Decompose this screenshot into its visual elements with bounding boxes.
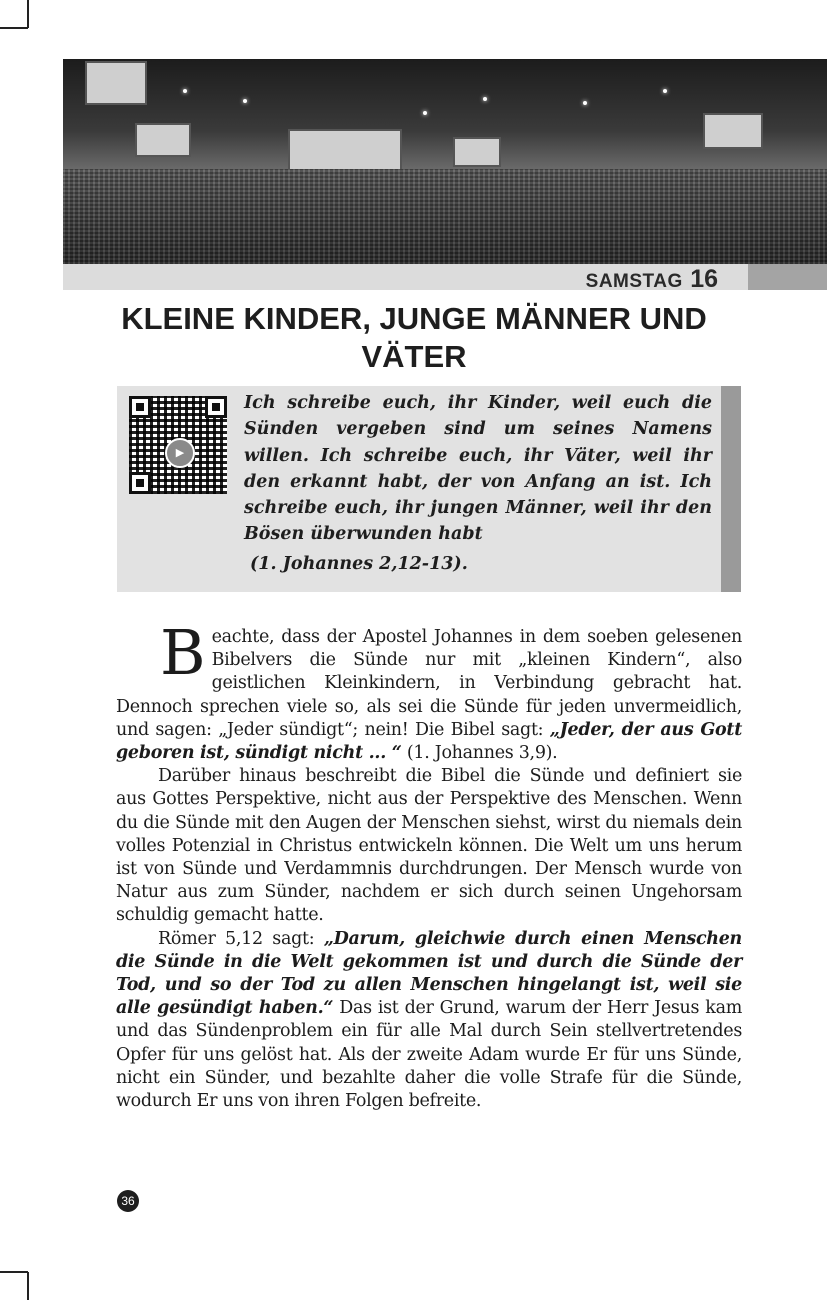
scripture-reference: (1. Johannes 2,12-13). bbox=[250, 554, 468, 574]
paragraph-1-text-b: (1. Johannes 3,9). bbox=[401, 743, 558, 764]
crop-mark-top-left-horizontal bbox=[0, 27, 28, 29]
qr-finder-icon bbox=[129, 472, 151, 494]
photo-light bbox=[663, 89, 667, 93]
paragraph-3 bbox=[116, 928, 742, 1114]
scripture-box bbox=[117, 386, 741, 592]
crop-mark-top-left-vertical bbox=[27, 0, 29, 28]
day-label bbox=[586, 265, 718, 294]
day-number: 16 bbox=[690, 265, 718, 293]
paragraph-3-quote: „Darum, gleichwie durch einen Menschen die Sünde in die Welt gekommen ist und durch die Sünde der Tod, und so der Tod zu allen Menschen hingelangt ist, weil sie alle gesündigt haben.“ bbox=[116, 928, 742, 1019]
paragraph-1 bbox=[116, 616, 742, 765]
photo-light bbox=[243, 99, 247, 103]
drop-cap: B bbox=[160, 616, 206, 689]
photo-screen-mid-right bbox=[453, 137, 501, 167]
crop-mark-bottom-left-vertical bbox=[27, 1272, 29, 1300]
photo-crowd bbox=[63, 169, 827, 264]
photo-light bbox=[423, 111, 427, 115]
photo-screen-center bbox=[288, 129, 402, 173]
devotional-body bbox=[116, 616, 743, 1113]
photo-light bbox=[483, 97, 487, 101]
qr-finder-icon bbox=[129, 396, 151, 418]
crop-mark-bottom-left-horizontal bbox=[0, 1271, 28, 1273]
photo-screen-left bbox=[85, 61, 147, 105]
paragraph-2: Darüber hinaus beschreibt die Bibel die Sünde und definiert sie aus Gottes Perspektive, nicht aus der Perspektive des Menschen. Wenn du die Sünde mit den Augen der Menschen siehst, wirst du niemals dein volles Potenzial in Christus entwickeln können. Die Welt um uns herum ist von Sünde und Verdammnis durchdrungen. Der Mensch wurde von Natur aus zum Sünder, nachdem er sich durch seinen Ungehorsam schuldig gemacht hatte. bbox=[116, 766, 742, 926]
qr-finder-icon bbox=[205, 396, 227, 418]
scripture-box-bar bbox=[721, 386, 741, 592]
photo-light bbox=[583, 101, 587, 105]
paragraph-1-text-a: eachte, dass der Apostel Johannes in dem soeben gelesenen Bibelvers die Sünde nur mit „kleinen Kindern“, also geistlichen Kleinkindern, in Verbindung gebracht hat. Dennoch sprechen viele so, als sei die Sünde für jeden unvermeidlich, und sagen: „Jeder sündigt“; nein! Die Bibel sagt: bbox=[116, 627, 742, 740]
qr-code-icon[interactable] bbox=[129, 396, 227, 494]
paragraph-3-text-b: Das ist der Grund, warum der Herr Jesus kam und das Sündenproblem ein für alle Mal durch Sein stellvertretendes Opfer für uns gelöst hat. Als der zweite Adam wurde Er für uns Sünde, nicht ein Sünder, und bezahlte daher die volle Strafe für die Sünde, wodurch Er uns von ihren Folgen befreite. bbox=[116, 998, 743, 1112]
photo-light bbox=[183, 89, 187, 93]
scripture-text: Ich schreibe euch, ihr Kinder, weil euch die Sünden vergeben sind um seines Namens willen. Ich schreibe euch, ihr Väter, weil ihr den erkannt habt, der von Anfang an ist. Ich schreibe euch, ihr jungen Männer, weil ihr den Bösen überwunden habt bbox=[244, 393, 712, 545]
day-band bbox=[63, 264, 827, 293]
paragraph-1-quote: „Jeder, der aus Gott geboren ist, sündigt nicht ... “ bbox=[116, 719, 742, 764]
page-title: KLEINE KINDER, JUNGE MÄNNER UND VÄTER bbox=[121, 301, 707, 374]
play-icon: ▶ bbox=[165, 438, 195, 468]
photo-screen-right bbox=[703, 113, 763, 149]
day-name: SAMSTAG bbox=[585, 271, 683, 292]
day-band-accent bbox=[748, 264, 827, 290]
header-photo bbox=[63, 59, 827, 264]
photo-screen-mid-left bbox=[135, 123, 191, 157]
paragraph-3-text-a: Römer 5,12 sagt: bbox=[158, 928, 324, 949]
page-number: 36 bbox=[117, 1190, 139, 1212]
